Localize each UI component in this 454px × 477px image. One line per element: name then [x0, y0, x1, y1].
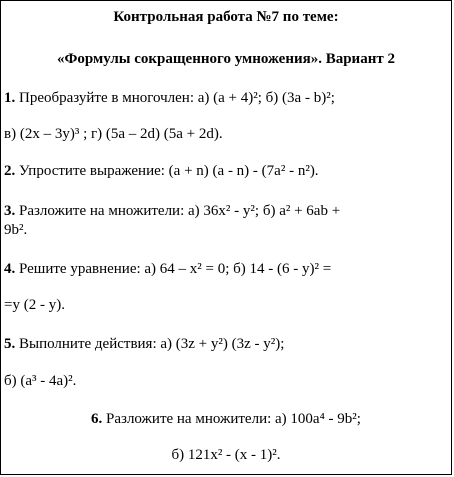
task-number: 5.: [4, 336, 16, 352]
task-2: [4, 163, 319, 180]
worksheet-title: Контрольная работа №7 по теме:: [113, 9, 339, 25]
task-3: [4, 203, 340, 220]
task-4-continued: =y (2 - y).: [4, 297, 65, 313]
task-text: Разложите на множители: а) 100a⁴ - 9b²;: [106, 411, 361, 427]
task-1: [4, 90, 335, 107]
task-6-continued: б) 121x² - (x - 1)².: [171, 447, 281, 463]
task-5: [4, 336, 284, 353]
task-number: 1.: [4, 90, 16, 106]
worksheet-subtitle: «Формулы сокращенного умножения». Вариант 2: [57, 51, 395, 67]
task-text: Выполните действия: а) (3z + y²) (3z - y²);: [19, 336, 285, 352]
task-text: Решите уравнение: а) 64 – x² = 0; б) 14 - (6 - y)² =: [19, 261, 332, 277]
task-text: Преобразуйте в многочлен: а) (a + 4)²; б) (3a - b)²;: [19, 90, 335, 106]
task-3-continued: 9b².: [4, 222, 28, 238]
task-1-continued: в) (2x – 3y)³ ; г) (5a – 2d) (5a + 2d).: [4, 126, 223, 142]
task-5-continued: б) (a³ - 4a)².: [4, 373, 77, 389]
task-4: [4, 261, 331, 278]
task-6: [0, 411, 452, 428]
task-number: 6.: [91, 411, 103, 427]
task-number: 2.: [4, 163, 16, 179]
task-number: 4.: [4, 261, 16, 277]
task-text: Разложите на множители: а) 36x² - y²; б) a² + 6ab +: [19, 203, 341, 219]
task-number: 3.: [4, 203, 16, 219]
task-text: Упростите выражение: (a + n) (a - n) - (7a² - n²).: [19, 163, 319, 179]
